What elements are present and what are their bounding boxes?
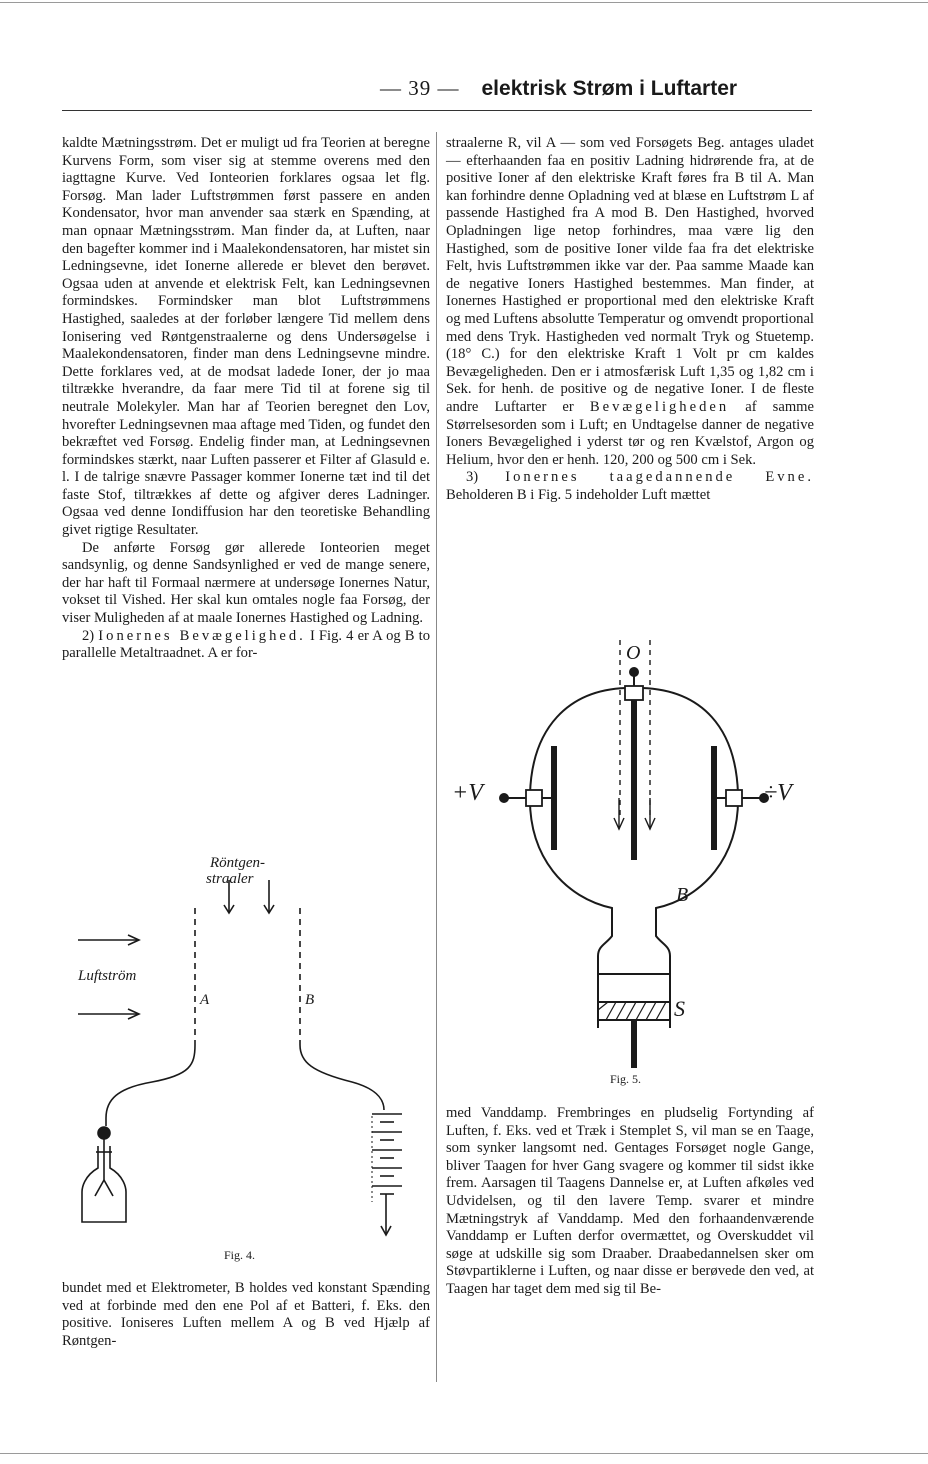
header-rule xyxy=(62,110,812,111)
label-o: O xyxy=(626,642,641,664)
label-plus-v: +V xyxy=(452,780,483,806)
running-title: elektrisk Strøm i Luftarter xyxy=(481,77,738,100)
figure-5-caption: Fig. 5. xyxy=(610,1072,642,1086)
figure-4-caption: Fig. 4. xyxy=(224,1248,256,1262)
paragraph-text: af samme Størrelsesorden som i Luft; en Undtagelse danner de negative Ioners Bevægelighed i yderst tør og ren Kvælstof, Argon og Helium, hvor den er henh. 120, 200 og 500 cm i Sek. xyxy=(446,398,815,468)
label-minus-v: ÷V xyxy=(764,780,792,806)
right-column-continuation xyxy=(446,1105,814,1299)
left-column-continuation xyxy=(62,1280,430,1350)
section-2-paragraph xyxy=(62,628,430,663)
section-text: I Fig. 4 er A og B to parallelle Metaltraadnet. A er for- xyxy=(62,627,430,662)
right-column xyxy=(446,135,814,504)
label-grid-a: A xyxy=(200,992,210,1008)
label-b: B xyxy=(676,884,689,906)
paragraph xyxy=(446,135,814,469)
section-heading: Ionernes Bevægelighed. xyxy=(98,627,306,644)
section-text: Beholderen B i Fig. 5 indeholder Luft mættet xyxy=(446,486,711,503)
section-heading: Ionernes taagedannende Evne. xyxy=(505,469,814,486)
paragraph-text: straalerne R, vil A — som ved Forsøgets Beg. antages uladet — efterhaanden faa en positiv Ladning hidrørende fra, at de positive Ioner af den elektriske Kraft føres fra B til A. Man kan forhindre denne Opladning ved at blæse en Luftstrøm L af passende Hastighed fra A mod B. Den Hastighed, hvorved Opladningen lige netop forhindres, maa være lig den Hastighed, som de positive Ioner vilde faa fra det elektriske Felt, hvis Luftstrømmen ikke var der. Paa samme Maade kan de negative Ioners Hastighed bestemmes. Man finder, at Ionernes Hastighed er proportional med den elektriske Kraft og med Luftens absolutte Temperatur og omvendt proportional med dens Tryk. Hastigheden ved normalt Tryk og Stuetemp. (18° C.) for den elektriske Kraft 1 Volt pr cm kaldes Bevægeligheden. Den er i atmosfærisk Luft 1,35 og 1,82 cm i Sek. for henh. de positive og de negative Ioner. I de fleste andre Luftarter er xyxy=(446,135,814,415)
section-number: 3) xyxy=(466,469,479,486)
label-s: S xyxy=(674,996,685,1021)
figure-4 xyxy=(62,850,430,1270)
spaced-term: Bevægeligheden xyxy=(589,398,730,415)
label-rontgen-line1: Röntgen- xyxy=(210,855,265,871)
label-grid-b: B xyxy=(305,992,315,1008)
paragraph: De anførte Forsøg gør allerede Ionteorien meget sandsynlig, og denne Sandsynlighed er ved de mange senere, der har haft til Formaal nærmere at undersøge Ionernes Natur, vokset til Vished. Her skal kun omtales nogle faa Forsøg, der viser Muligheden af at maale Ionernes Hastighed og Ladning. xyxy=(62,539,430,627)
figure-5 xyxy=(446,628,814,1098)
label-rontgen-line2: straaler xyxy=(206,871,254,887)
label-luftstrom: Luftström xyxy=(78,968,137,984)
left-column xyxy=(62,135,430,663)
section-number: 2) xyxy=(82,627,95,644)
section-3-paragraph xyxy=(446,469,814,504)
paragraph: med Vanddamp. Frembringes en pludselig Fortynding af Luften, f. Eks. ved et Træk i Stemplet S, vil man se en Taage, som synker langsomt ned. Gentages Forsøget nogle Gange, bliver Taagen for hver Gang svagere og kommer til sidst ikke frem. Aarsagen til Taagens Dannelse er, at Luften afkøles ved Udvidelsen, og til den lavere Temp. svarer et mindre Mætningstryk af Vanddamp. Med den forhaandenværende Vanddamp er Luften derfor overmættet, og Overskuddet vil søge at udskille sig som Draaber. Draabedannelsen sker om Støvpartiklerne i Luften, og naar disse er berøvede den ved, at Taagen har taget dem med sig til Be- xyxy=(446,1105,814,1297)
bottom-edge-rule xyxy=(0,1453,928,1454)
paragraph: kaldte Mætningsstrøm. Det er muligt ud fra Teorien at beregne Kurvens Form, som viser sig at stemme overens med den iagttagne Kurve. Ved Ionteorien forklares ogsaa let flg. Forsøg. Man lader Luftstrømmen først passere en anden Kondensator, hvor man anvender saa stærk en Spænding, at man opnaar Mætningsstrøm. Man finder da, at Luften, naar den bagefter kommer ind i Maalekondensatoren, har mistet sin Ledningsevne, idet Ionerne allerede er blevet den berøvet. Ogsaa uden at anvende et elektrisk Felt, kan Ledningsevnen formindskes. Formindsker man blot Luftstrømmens Hastighed, saaledes at der forløber længere Tid mellem dens Ionisering ved Røntgenstraalerne og dens Undersøgelse i Maalekondensatoren, finder man dens Ledningsevne mindre. Dette forklares ved, at de modsat ladede Ioner, der jo maa tiltrække hverandre, da faar mere Tid til at forene sig til neutrale Molekyler. Man har af Teorien beregnet den Lov, hvorefter Ledningsevnen maa aftage med Tiden, og fundet den bekræftet ved Forsøg. Endelig finder man, at Ledningsevnen formindskes stærkt, naar Luften passerer et Filter af Glasuld e. l. I de talrige snævre Passager kommer Ionerne tæt ind til det faste Stof, tiltrækkes af dette og afgiver deres Ladninger. Ogsaa ved denne Iondiffusion har den teoretiske Behandling givet rigtige Resultater. xyxy=(62,135,430,539)
paragraph: bundet med et Elektrometer, B holdes ved konstant Spænding ved at forbinde med den ene Pol af et Batteri, f. Eks. den positive. Ioniseres Luften mellem A og B ved Hjælp af Røntgen- xyxy=(62,1280,430,1349)
column-divider xyxy=(436,132,437,1382)
page-number: — 39 — xyxy=(380,76,460,100)
top-edge-rule xyxy=(0,2,928,3)
figure-5-drawing xyxy=(446,628,814,1098)
figure-4-drawing xyxy=(62,850,430,1270)
running-header xyxy=(380,76,820,108)
